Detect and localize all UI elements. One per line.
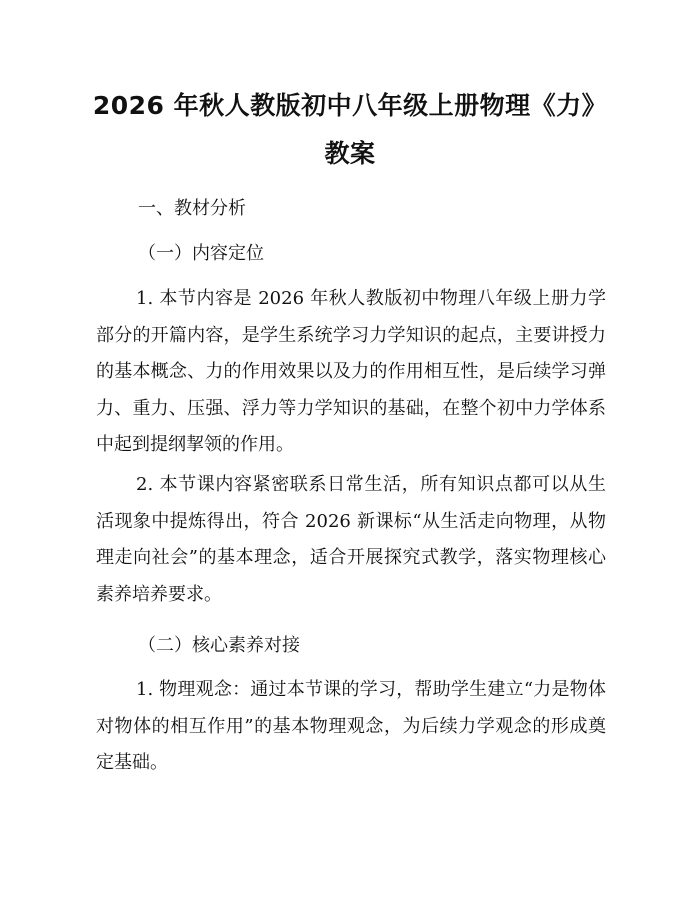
document-title-line1: 2026 年秋人教版初中八年级上册物理《力》 bbox=[92, 91, 608, 120]
paragraph-content-positioning-1: 1. 本节内容是 2026 年秋人教版初中物理八年级上册力学部分的开篇内容，是学生系统学习力学知识的起点，主要讲授力的基本概念、力的作用效果以及力的作用相互性，是后续学习弹力、重力、压强、浮力等力学知识的基础，在整个初中力学体系中起到提纲挈领的作用。 bbox=[96, 288, 606, 455]
subsection-heading-content-positioning: （一）内容定位 bbox=[138, 243, 264, 264]
paragraph-content-positioning-2: 2. 本节课内容紧密联系日常生活，所有知识点都可以从生活现象中提炼得出，符合 2026 新课标“从生活走向物理，从物理走向社会”的基本理念，适合开展探究式教学，落实物理核心素养培养要求。 bbox=[96, 474, 606, 605]
paragraph-physics-concept: 1. 物理观念：通过本节课的学习，帮助学生建立“力是物体对物体的相互作用”的基本物理观念，为后续力学观念的形成奠定基础。 bbox=[96, 679, 606, 773]
subsection-heading-core-literacy: （二）核心素养对接 bbox=[138, 635, 300, 656]
document-title-line2: 教案 bbox=[324, 139, 376, 168]
section-heading-material-analysis: 一、教材分析 bbox=[138, 198, 246, 219]
